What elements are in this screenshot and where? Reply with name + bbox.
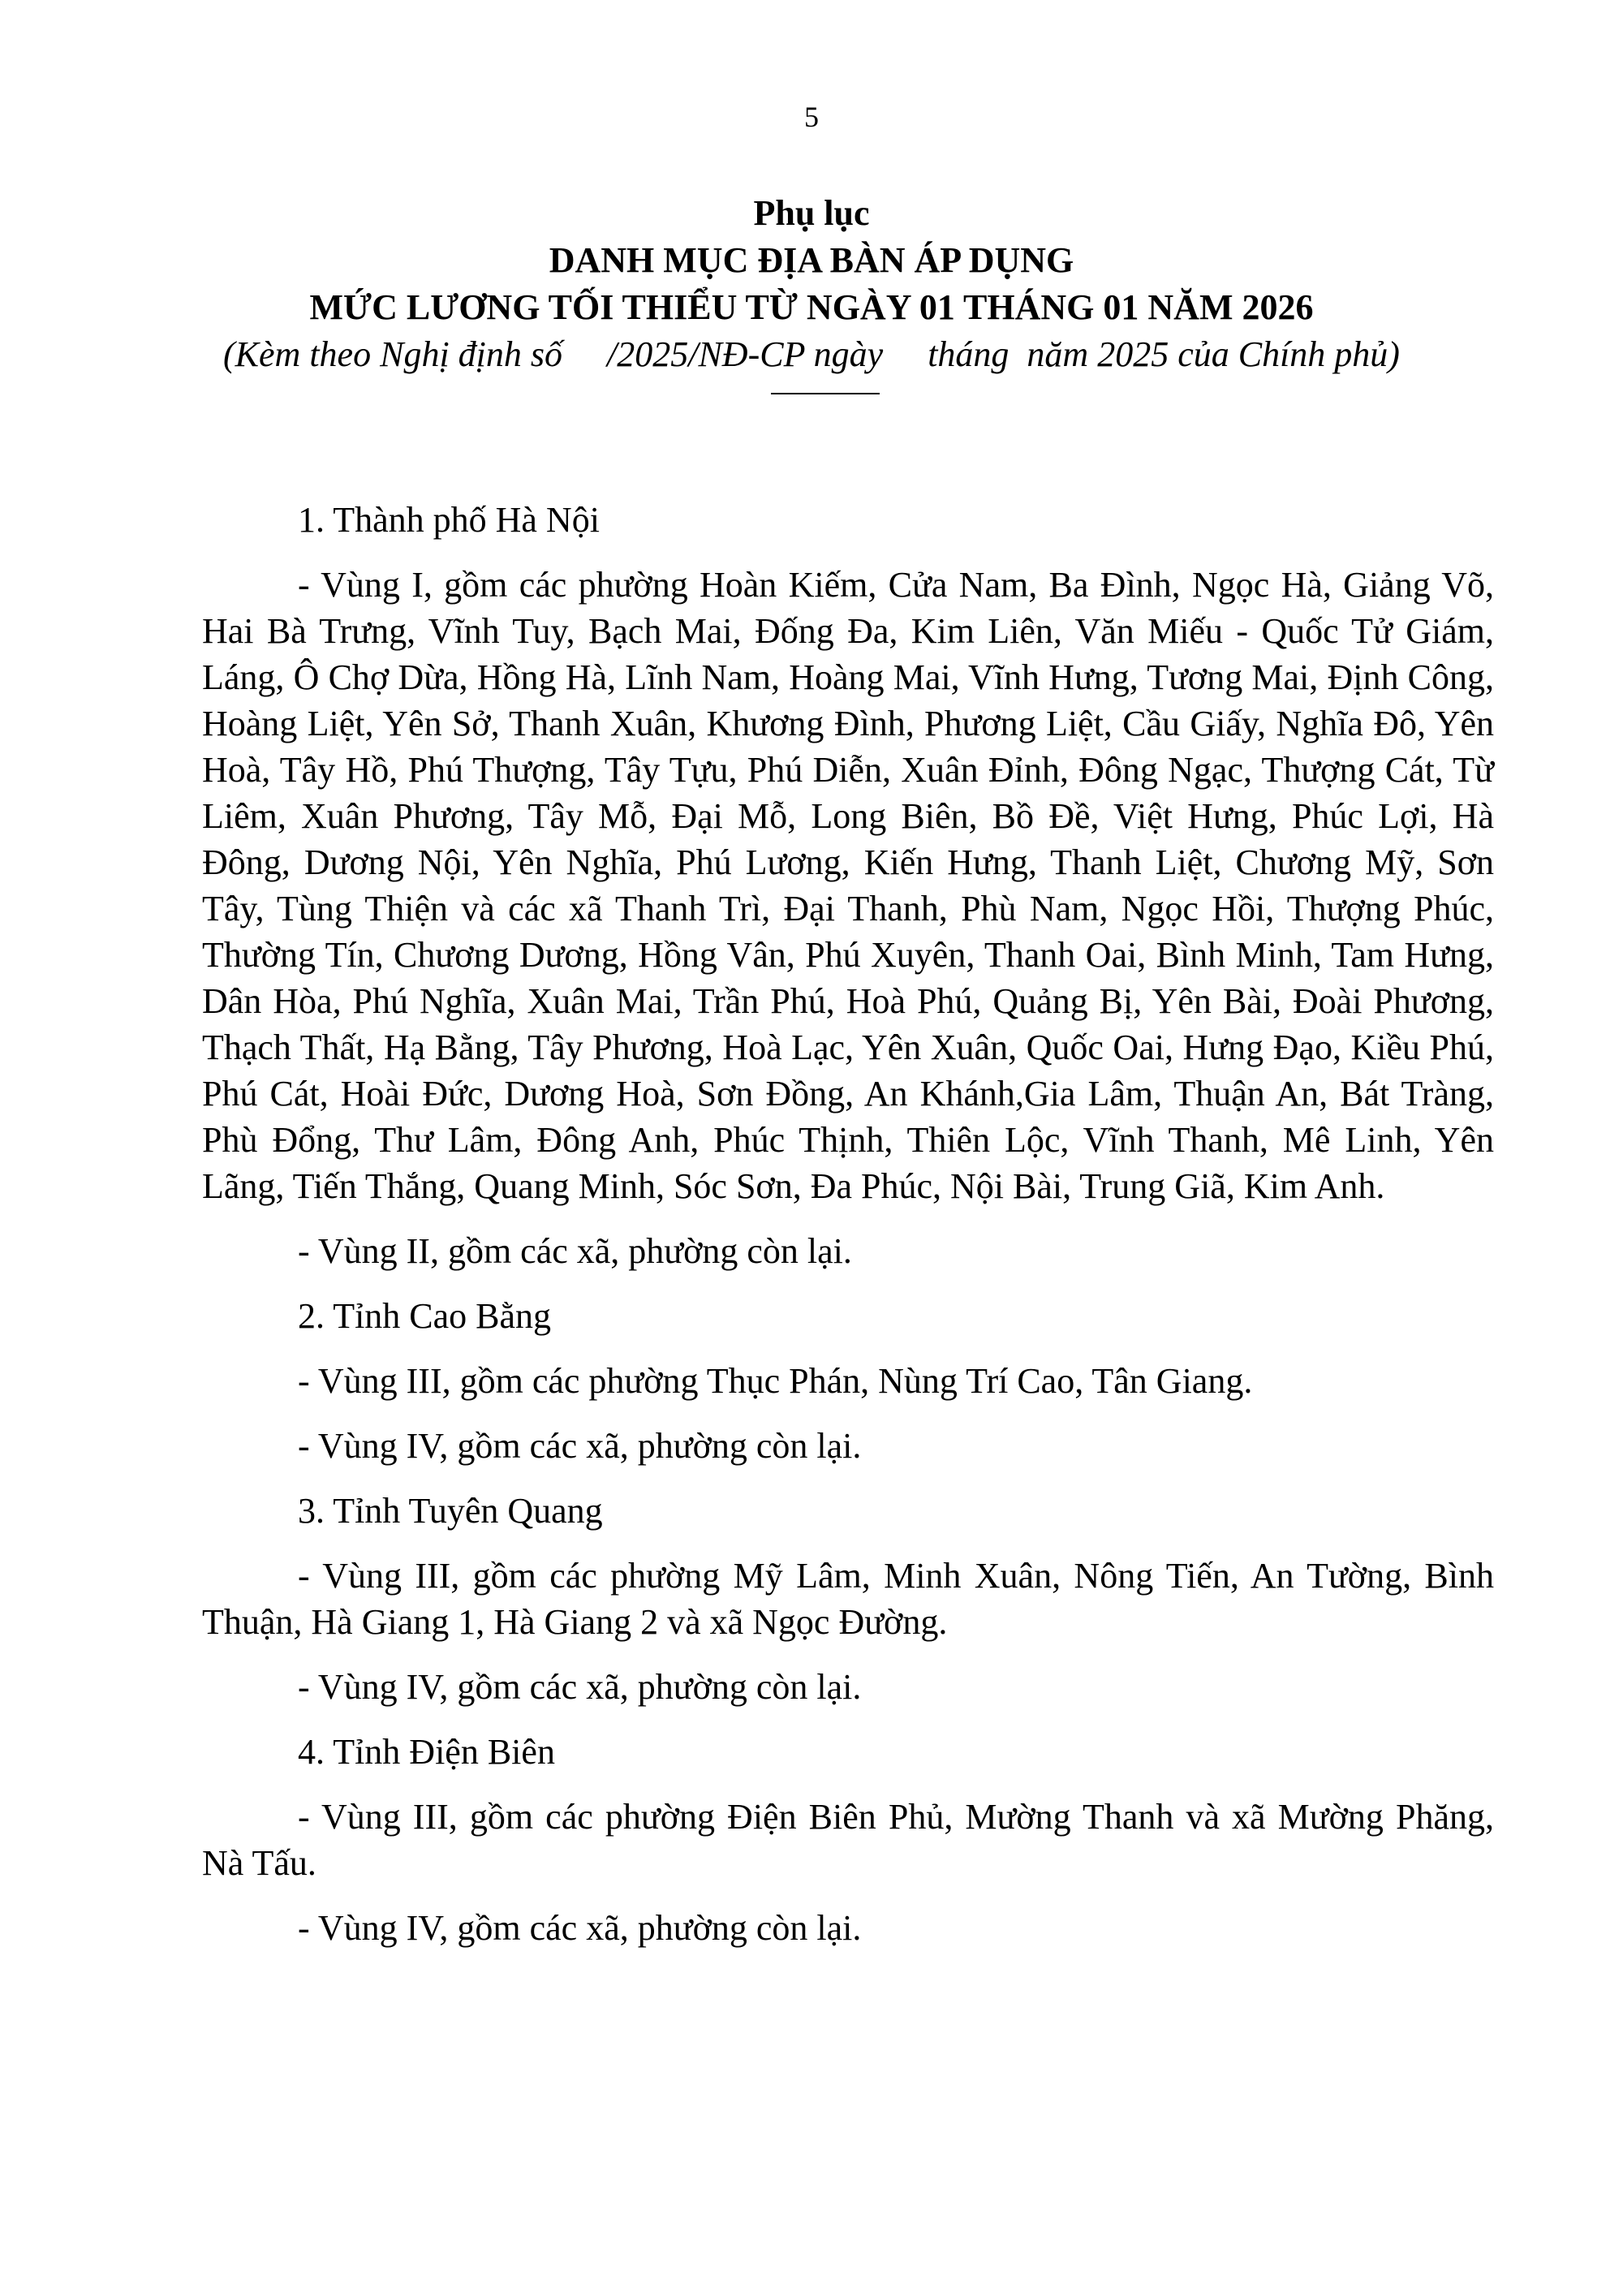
appendix-decree-reference: (Kèm theo Nghị định số /2025/NĐ-CP ngày tháng năm 2025 của Chính phủ) (223, 334, 1400, 374)
appendix-header (0, 190, 1623, 378)
region-paragraph: - Vùng I, gồm các phường Hoàn Kiếm, Cửa Nam, Ba Đình, Ngọc Hà, Giảng Võ, Hai Bà Trưng, Vĩnh Tuy, Bạch Mai, Đống Đa, Kim Liên, Văn Miếu - Quốc Tử Giám, Láng, Ô Chợ Dừa, Hồng Hà, Lĩnh Nam, Hoàng Mai, Vĩnh Hưng, Tương Mai, Định Công, Hoàng Liệt, Yên Sở, Thanh Xuân, Khương Đình, Phương Liệt, Cầu Giấy, Nghĩa Đô, Yên Hoà, Tây Hồ, Phú Thượng, Tây Tựu, Phú Diễn, Xuân Đỉnh, Đông Ngạc, Thượng Cát, Từ Liêm, Xuân Phương, Tây Mỗ, Đại Mỗ, Long Biên, Bồ Đề, Việt Hưng, Phúc Lợi, Hà Đông, Dương Nội, Yên Nghĩa, Phú Lương, Kiến Hưng, Thanh Liệt, Chương Mỹ, Sơn Tây, Tùng Thiện và các xã Thanh Trì, Đại Thanh, Phù Nam, Ngọc Hồi, Thượng Phúc, Thường Tín, Chương Dương, Hồng Vân, Phú Xuyên, Thanh Oai, Bình Minh, Tam Hưng, Dân Hòa, Phú Nghĩa, Xuân Mai, Trần Phú, Hoà Phú, Quảng Bị, Yên Bài, Đoài Phương, Thạch Thất, Hạ Bằng, Tây Phương, Hoà Lạc, Yên Xuân, Quốc Oai, Hưng Đạo, Kiều Phú, Phú Cát, Hoài Đức, Dương Hoà, Sơn Đồng, An Khánh,Gia Lâm, Thuận An, Bát Tràng, Phù Đổng, Thư Lâm, Đông Anh, Phúc Thịnh, Thiên Lộc, Vĩnh Thanh, Mê Linh, Yên Lãng, Tiến Thắng, Quang Minh, Sóc Sơn, Đa Phúc, Nội Bài, Trung Giã, Kim Anh. (202, 565, 1494, 1206)
appendix-wage-title: MỨC LƯƠNG TỐI THIỂU TỪ NGÀY 01 THÁNG 01 NĂM 2026 (309, 287, 1314, 327)
region-paragraph: - Vùng III, gồm các phường Thục Phán, Nùng Trí Cao, Tân Giang. (298, 1361, 1253, 1401)
region-paragraph: - Vùng IV, gồm các xã, phường còn lại. (298, 1908, 862, 1948)
region-paragraph: - Vùng IV, gồm các xã, phường còn lại. (298, 1667, 862, 1707)
region-paragraph: - Vùng IV, gồm các xã, phường còn lại. (298, 1426, 862, 1466)
section-heading: 1. Thành phố Hà Nội (298, 500, 600, 540)
appendix-list-title: DANH MỤC ĐỊA BÀN ÁP DỤNG (549, 240, 1074, 280)
region-paragraph: - Vùng II, gồm các xã, phường còn lại. (298, 1231, 852, 1271)
header-divider (771, 393, 880, 394)
region-paragraph: - Vùng III, gồm các phường Điện Biên Phủ, Mường Thanh và xã Mường Phăng, Nà Tấu. (202, 1797, 1494, 1883)
page-number: 5 (804, 101, 819, 133)
section-heading: 2. Tỉnh Cao Bằng (298, 1296, 552, 1336)
section-heading: 4. Tỉnh Điện Biên (298, 1732, 555, 1772)
document-body (202, 497, 1494, 1970)
appendix-title: Phụ lục (753, 193, 870, 233)
region-paragraph: - Vùng III, gồm các phường Mỹ Lâm, Minh Xuân, Nông Tiến, An Tường, Bình Thuận, Hà Giang 1, Hà Giang 2 và xã Ngọc Đường. (202, 1556, 1494, 1642)
section-heading: 3. Tỉnh Tuyên Quang (298, 1491, 603, 1531)
